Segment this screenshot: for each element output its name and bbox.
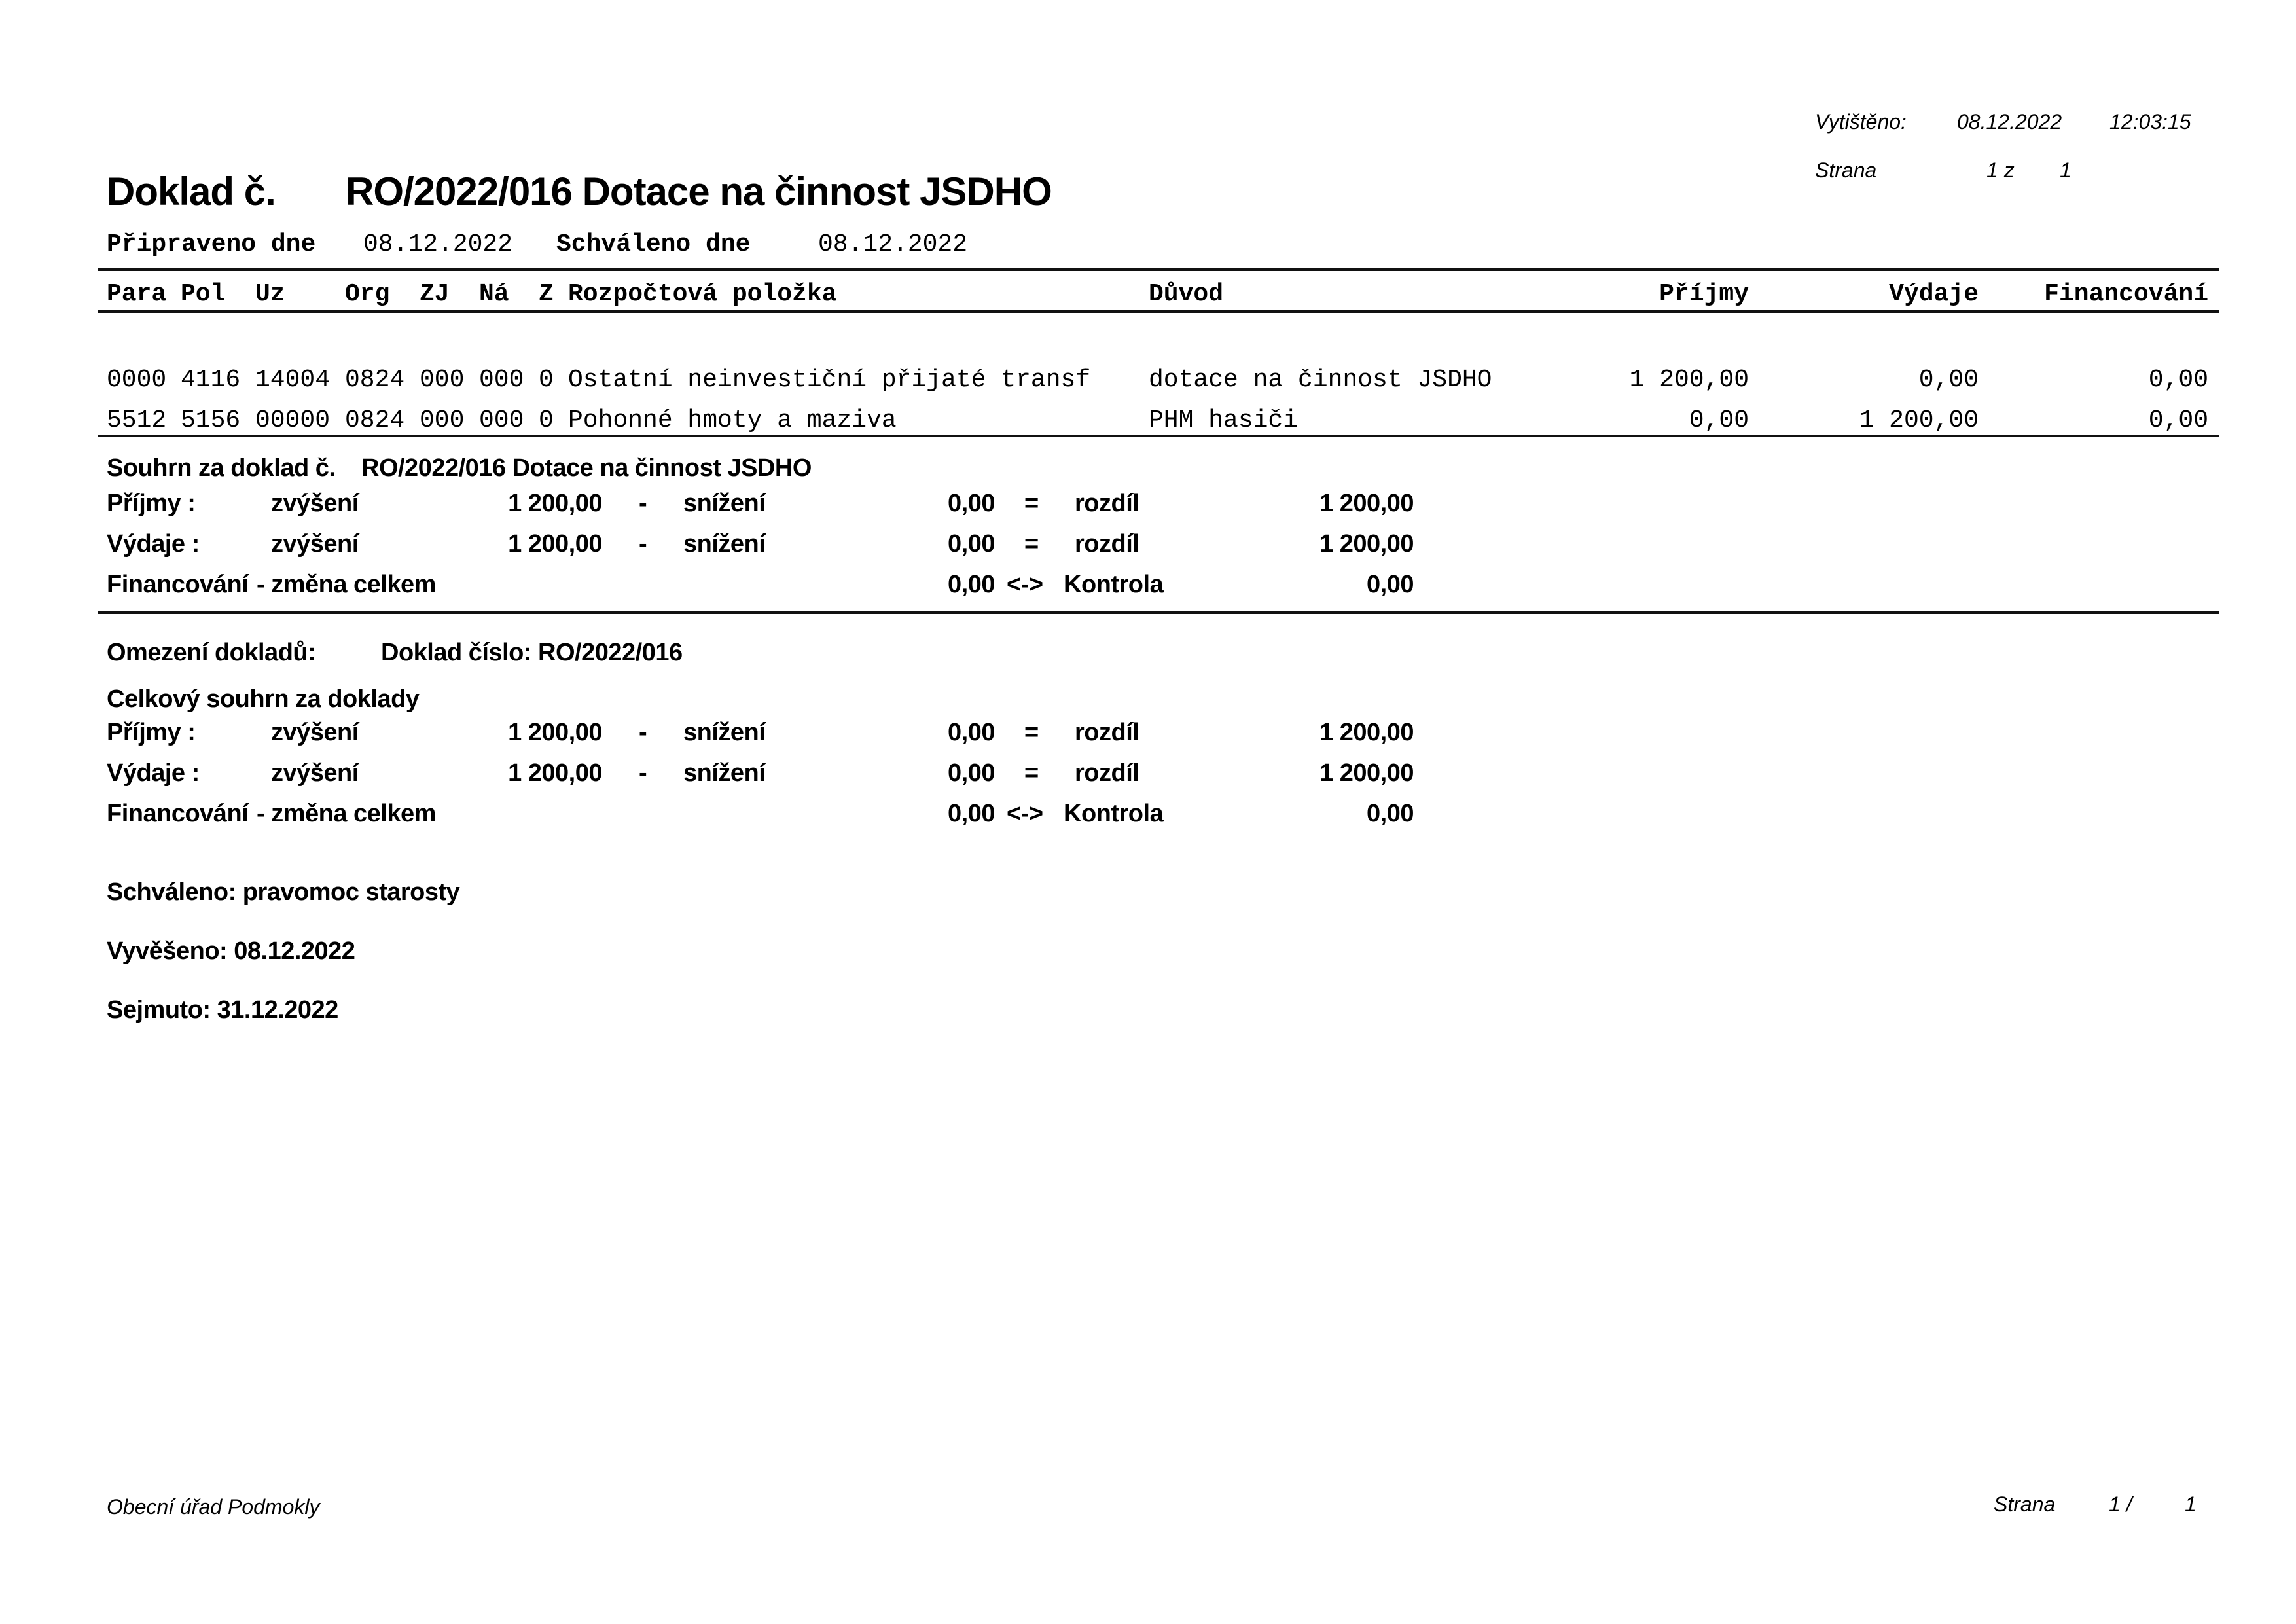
financing-label: Financování xyxy=(107,571,249,598)
footer-page-current: 1 / xyxy=(2109,1492,2132,1516)
cell-para: 5512 xyxy=(107,406,167,435)
col-header-pol: Pol xyxy=(181,280,226,308)
footer-office-name: Obecní úřad Podmokly xyxy=(107,1495,320,1519)
cell-expense: 0,00 xyxy=(1918,366,1979,394)
printed-time: 12:03:15 xyxy=(2109,110,2191,134)
table-bottom-rule xyxy=(98,435,2219,437)
col-header-org: Org xyxy=(345,280,390,308)
footer-page-total: 1 xyxy=(2185,1492,2197,1516)
cell-reason: PHM hasiči xyxy=(1149,406,1299,435)
cell-expense: 1 200,00 xyxy=(1859,406,1979,435)
minus-sign: - xyxy=(639,759,647,787)
diff-value: 1 200,00 xyxy=(1319,490,1414,517)
financing-value: 0,00 xyxy=(948,571,995,598)
cell-pol: 5156 xyxy=(181,406,241,435)
doc-summary-heading-label: Souhrn za doklad č. xyxy=(107,454,336,482)
prepared-date: 08.12.2022 xyxy=(363,230,513,259)
decrease-label: snížení xyxy=(683,759,766,787)
increase-label: zvýšení xyxy=(271,530,359,558)
col-header-zj: ZJ xyxy=(420,280,450,308)
cell-income: 0,00 xyxy=(1689,406,1749,435)
control-label: Kontrola xyxy=(1064,571,1164,598)
equals-sign: = xyxy=(1024,490,1039,517)
doc-summary-expense-row xyxy=(0,530,2296,562)
cell-zj: 000 xyxy=(420,366,465,394)
financing-sublabel: - změna celkem xyxy=(257,571,436,598)
control-label: Kontrola xyxy=(1064,800,1164,827)
approved-date: 08.12.2022 xyxy=(818,230,968,259)
control-value: 0,00 xyxy=(1367,800,1414,827)
col-header-na: Ná xyxy=(479,280,509,308)
cell-org: 0824 xyxy=(345,366,405,394)
col-header-z: Z xyxy=(539,280,554,308)
decrease-value: 0,00 xyxy=(948,490,995,517)
doc-summary-heading-value: RO/2022/016 Dotace na činnost JSDHO xyxy=(361,454,812,482)
equals-sign: = xyxy=(1024,719,1039,746)
equals-sign: = xyxy=(1024,530,1039,558)
page-number-label: Strana xyxy=(1815,158,1877,182)
removed-statement: Sejmuto: 31.12.2022 xyxy=(107,996,338,1024)
total-summary-expense-row xyxy=(0,759,2296,791)
decrease-value: 0,00 xyxy=(948,719,995,746)
page-number-current: 1 z xyxy=(1986,158,2015,182)
cell-uz: 14004 xyxy=(255,366,331,394)
decrease-label: snížení xyxy=(683,530,766,558)
doc-summary-income-row xyxy=(0,490,2296,521)
table-row xyxy=(0,406,2296,438)
col-header-uz: Uz xyxy=(255,280,285,308)
printed-label: Vytištěno: xyxy=(1815,110,1907,134)
col-header-item: Rozpočtová položka xyxy=(568,280,837,308)
financing-label: Financování xyxy=(107,800,249,827)
total-summary-income-row xyxy=(0,719,2296,750)
arrow-sign: <-> xyxy=(1007,800,1043,827)
minus-sign: - xyxy=(639,530,647,558)
increase-value: 1 200,00 xyxy=(508,530,602,558)
cell-z: 0 xyxy=(539,406,554,435)
increase-value: 1 200,00 xyxy=(508,719,602,746)
financing-sublabel: - změna celkem xyxy=(257,800,436,827)
cell-pol: 4116 xyxy=(181,366,241,394)
summary-label: Výdaje : xyxy=(107,530,200,558)
approved-label: Schváleno dne xyxy=(556,230,751,259)
page-title-value: RO/2022/016 Dotace na činnost JSDHO xyxy=(346,170,1052,213)
cell-income: 1 200,00 xyxy=(1629,366,1749,394)
cell-uz: 00000 xyxy=(255,406,331,435)
cell-financing: 0,00 xyxy=(2148,406,2208,435)
col-header-expense: Výdaje xyxy=(1889,280,1979,308)
posted-statement: Vyvěšeno: 08.12.2022 xyxy=(107,937,355,965)
summary-label: Výdaje : xyxy=(107,759,200,787)
diff-label: rozdíl xyxy=(1075,530,1139,558)
table-row xyxy=(0,366,2296,397)
summary-bottom-rule xyxy=(98,611,2219,614)
diff-label: rozdíl xyxy=(1075,490,1139,517)
page-title-label: Doklad č. xyxy=(107,170,276,213)
cell-item: Pohonné hmoty a maziva xyxy=(568,406,897,435)
summary-label: Příjmy : xyxy=(107,719,196,746)
control-value: 0,00 xyxy=(1367,571,1414,598)
equals-sign: = xyxy=(1024,759,1039,787)
restriction-value: Doklad číslo: RO/2022/016 xyxy=(381,639,683,666)
increase-label: zvýšení xyxy=(271,490,359,517)
footer-page-label: Strana xyxy=(1994,1492,2056,1516)
table-top-rule xyxy=(98,268,2219,271)
page-number-total: 1 xyxy=(2060,158,2072,182)
decrease-label: snížení xyxy=(683,719,766,746)
diff-value: 1 200,00 xyxy=(1319,719,1414,746)
minus-sign: - xyxy=(639,719,647,746)
decrease-value: 0,00 xyxy=(948,759,995,787)
cell-z: 0 xyxy=(539,366,554,394)
arrow-sign: <-> xyxy=(1007,571,1043,598)
total-summary-financing-row xyxy=(0,800,2296,831)
prepared-label: Připraveno dne xyxy=(107,230,316,259)
cell-na: 000 xyxy=(479,366,524,394)
doc-summary-financing-row xyxy=(0,571,2296,602)
cell-item: Ostatní neinvestiční přijaté transf xyxy=(568,366,1091,394)
restriction-label: Omezení dokladů: xyxy=(107,639,316,666)
increase-label: zvýšení xyxy=(271,759,359,787)
col-header-reason: Důvod xyxy=(1149,280,1224,308)
table-header-rule xyxy=(98,310,2219,313)
cell-para: 0000 xyxy=(107,366,167,394)
col-header-income: Příjmy xyxy=(1659,280,1749,308)
summary-label: Příjmy : xyxy=(107,490,196,517)
cell-reason: dotace na činnost JSDHO xyxy=(1149,366,1492,394)
cell-na: 000 xyxy=(479,406,524,435)
total-summary-heading: Celkový souhrn za doklady xyxy=(107,685,420,713)
decrease-value: 0,00 xyxy=(948,530,995,558)
diff-label: rozdíl xyxy=(1075,759,1139,787)
increase-value: 1 200,00 xyxy=(508,490,602,517)
cell-org: 0824 xyxy=(345,406,405,435)
diff-value: 1 200,00 xyxy=(1319,759,1414,787)
financing-value: 0,00 xyxy=(948,800,995,827)
increase-label: zvýšení xyxy=(271,719,359,746)
diff-value: 1 200,00 xyxy=(1319,530,1414,558)
minus-sign: - xyxy=(639,490,647,517)
col-header-para: Para xyxy=(107,280,167,308)
approved-statement: Schváleno: pravomoc starosty xyxy=(107,878,460,906)
cell-financing: 0,00 xyxy=(2148,366,2208,394)
decrease-label: snížení xyxy=(683,490,766,517)
increase-value: 1 200,00 xyxy=(508,759,602,787)
col-header-financing: Financování xyxy=(2044,280,2208,308)
cell-zj: 000 xyxy=(420,406,465,435)
table-header-row xyxy=(0,280,2296,312)
printed-date: 08.12.2022 xyxy=(1957,110,2062,134)
diff-label: rozdíl xyxy=(1075,719,1139,746)
